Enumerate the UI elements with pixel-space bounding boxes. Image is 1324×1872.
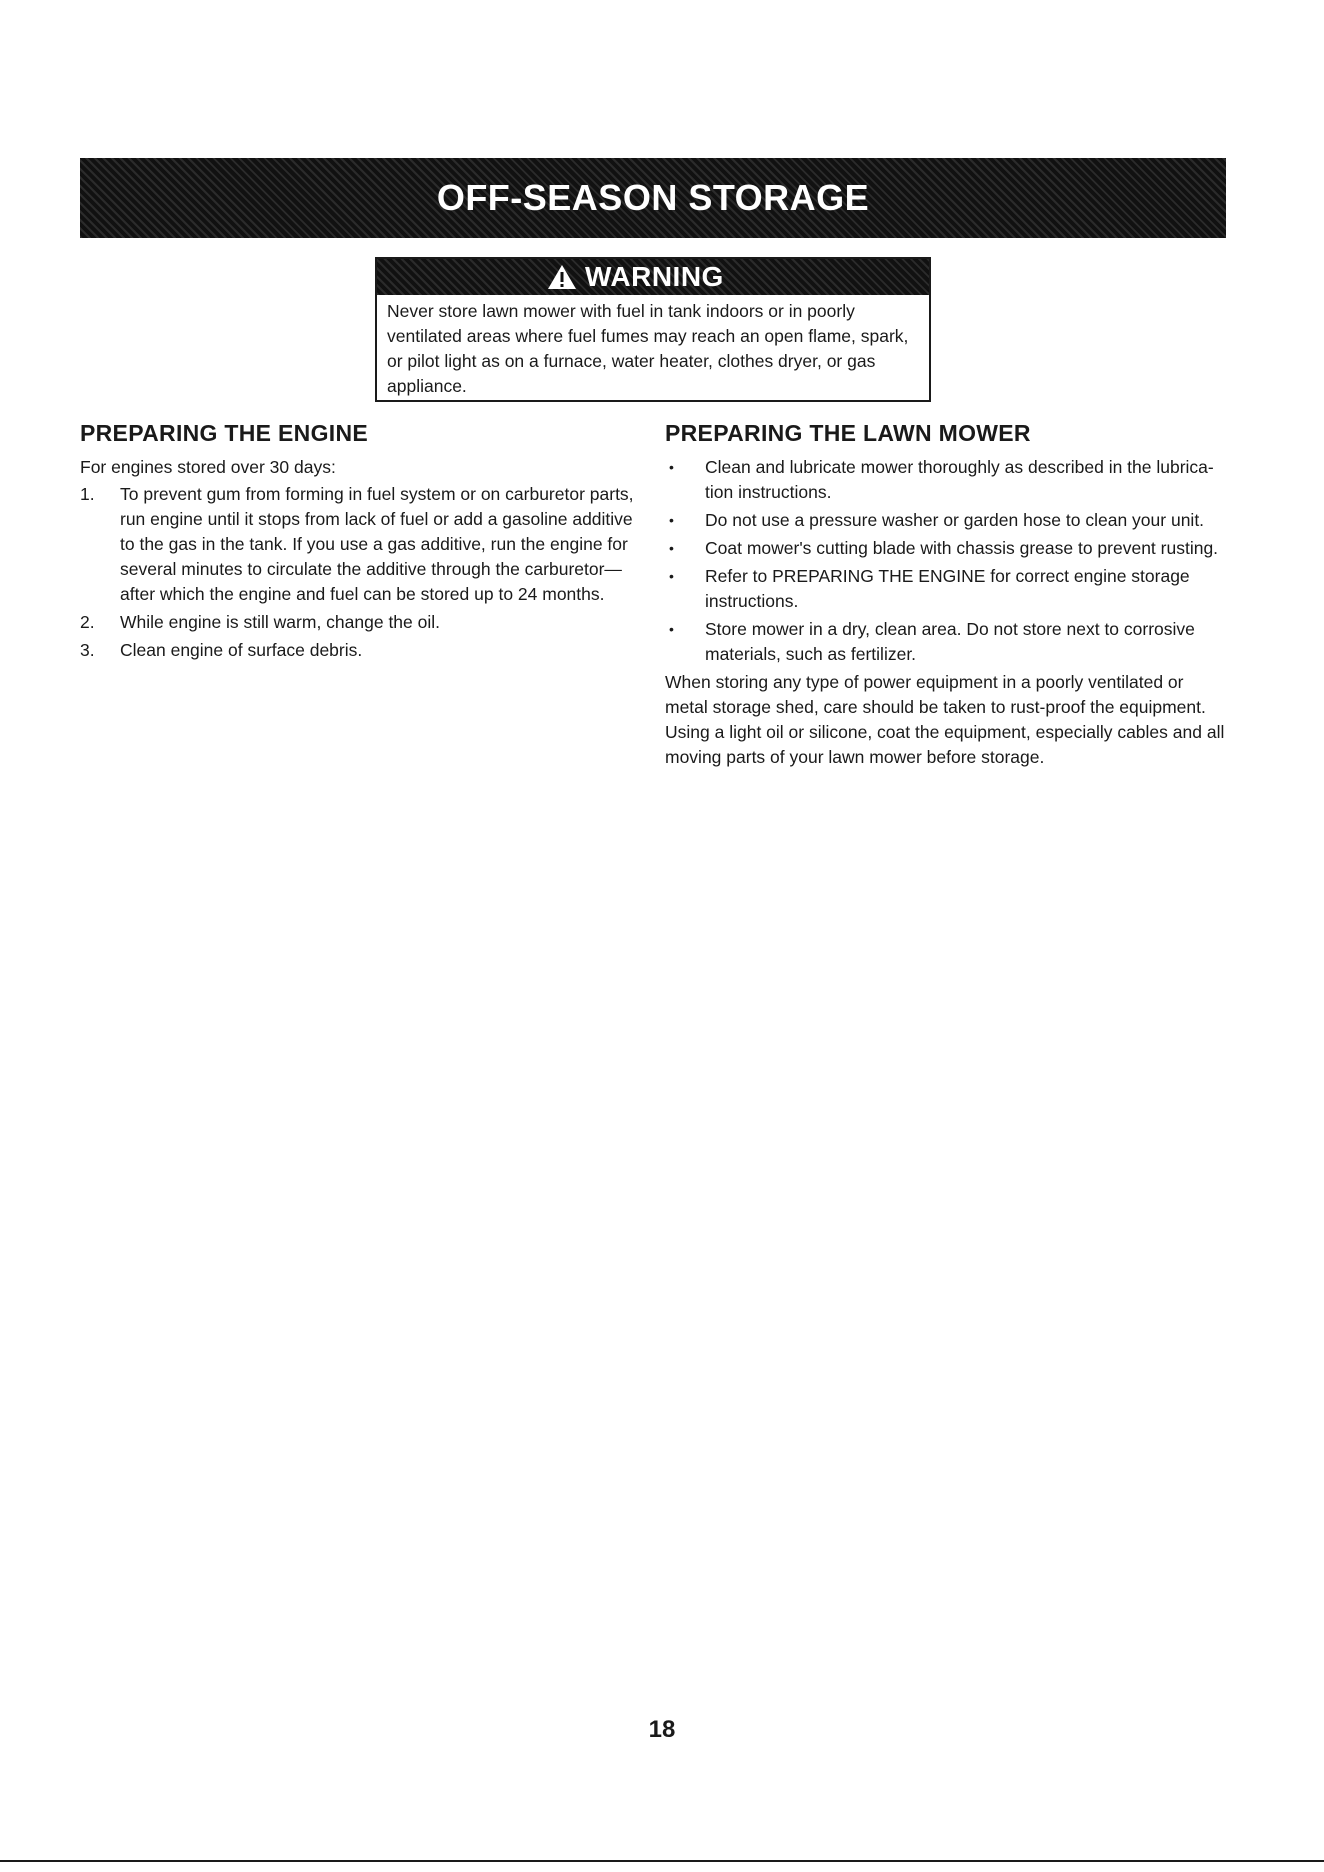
engine-section [80,420,640,666]
warning-box [375,257,931,402]
page-number: 18 [648,1716,676,1743]
bullet-icon: • [669,459,674,475]
bottom-divider [0,1860,1324,1862]
bullet-icon: • [669,540,674,556]
item-text: Coat mower's cutting blade with chassis grease to prevent rusting. [705,538,1219,558]
mower-list-item [665,617,1230,667]
mower-heading: PREPARING THE LAWN MOWER [665,420,1031,446]
engine-step [80,638,640,663]
item-text: Do not use a pressure washer or garden hose to clean your unit. [705,510,1205,530]
step-text: To prevent gum from forming in fuel system or on carburetor parts, run engine until it stops from lack of fuel or add a gasoline additive to the gas in the tank. If you use a gas additive, run the engine for several minutes to circulate the additive through the carburetor—after which the engine and fuel can be stored up to 24 months. [120,484,634,604]
mower-list [665,455,1230,667]
bullet-icon: • [669,621,674,637]
bullet-icon: • [669,568,674,584]
step-number: 1. [80,484,95,504]
section-title: OFF-SEASON STORAGE [436,177,870,218]
engine-steps [80,482,640,663]
engine-intro: For engines stored over 30 days: [80,457,336,477]
mower-list-item [665,536,1230,561]
mower-closing-paragraph: When storing any type of power equipment in a poorly ventilated or metal storage shed, care should be taken to rust-proof the equipment. Using a light oil or silicone, coat the equipment, especially cables and all moving parts of your lawn mower before storage. [665,672,1225,767]
warning-header [377,259,929,295]
step-text: Clean engine of surface debris. [120,640,363,660]
step-number: 3. [80,640,95,660]
engine-step [80,482,640,607]
engine-heading: PREPARING THE ENGINE [80,420,368,446]
warning-text: Never store lawn mower with fuel in tank indoors or in poorly ventilated areas where fuel fumes may reach an open flame, spark, or pilot light as on a furnace, water heater, clothes dryer, or gas appliance. [387,301,909,396]
warning-heading: WARNING [585,261,724,292]
mower-list-item [665,508,1230,533]
mower-list-item [665,455,1230,505]
section-banner [80,158,1226,238]
warning-triangle-icon [547,264,577,290]
item-text: Store mower in a dry, clean area. Do not store next to corrosive materials, such as fertilizer. [705,619,1195,664]
engine-step [80,610,640,635]
step-number: 2. [80,612,95,632]
item-text: Refer to PREPARING THE ENGINE for correct engine storage instructions. [705,566,1190,611]
bullet-icon: • [669,512,674,528]
step-text: While engine is still warm, change the oil. [120,612,441,632]
mower-list-item [665,564,1230,614]
mower-section [665,420,1230,770]
item-text: Clean and lubricate mower thoroughly as described in the lubrica-tion instructions. [705,457,1214,502]
